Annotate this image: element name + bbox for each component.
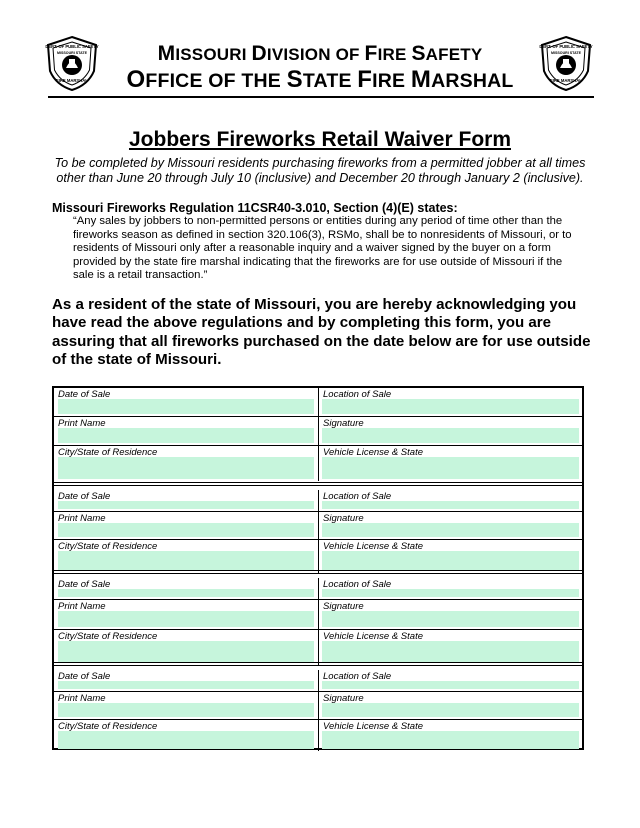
agency-name: MISSOURI DIVISION OF FIRE SAFETY [157,42,483,65]
form-field[interactable] [54,446,319,481]
entry-group [54,570,582,666]
regulation-heading: Missouri Fireworks Regulation 11CSR40-3.010, Section (4)(E) states: [52,201,458,215]
form-field[interactable] [319,720,582,751]
form-field[interactable] [319,600,582,629]
field-input-area[interactable] [58,428,314,443]
field-label: Vehicle License & State [323,721,423,732]
field-input-area[interactable] [322,703,579,717]
field-label: Vehicle License & State [323,447,423,458]
field-input-area[interactable] [322,681,579,689]
field-input-area[interactable] [58,611,314,627]
form-field[interactable] [319,630,582,665]
form-field[interactable] [319,490,582,511]
form-title: Jobbers Fireworks Retail Waiver Form [128,128,511,151]
field-label: City/State of Residence [58,721,158,732]
form-field[interactable] [319,512,582,539]
header-divider [48,96,594,98]
field-label: Signature [323,513,364,524]
form-field[interactable] [54,578,319,599]
seal-text-top: DEPT. OF PUBLIC SAFETY [45,44,99,49]
seal-text-middle: MISSOURI STATE [550,51,582,55]
waiver-form-table [52,386,584,750]
form-row [54,490,582,512]
form-row [54,512,582,540]
field-label: Location of Sale [323,491,392,502]
field-label: City/State of Residence [58,447,158,458]
field-label: Location of Sale [323,671,392,682]
form-row [54,600,582,630]
acknowledgement-text: As a resident of the state of Missouri, you are hereby acknowledging you have read the above regulations and by completing this form, you are assuring that all fireworks purchased on the date below are for use outside of the state of Missouri. [52,296,591,368]
field-label: Location of Sale [323,389,392,400]
field-input-area[interactable] [58,703,314,717]
field-label: Date of Sale [58,491,111,502]
field-label: Signature [323,693,364,704]
field-input-area[interactable] [58,731,314,749]
field-input-area[interactable] [58,641,314,663]
intro-text: To be completed by Missouri residents purchasing fireworks from a permitted jobber at all times other than June 20 through July 10 (inclusive) and December 20 through January 2 (inclusive). [54,156,586,185]
field-label: Print Name [58,513,106,524]
form-row [54,630,582,665]
field-input-area[interactable] [322,611,579,627]
field-input-area[interactable] [322,641,579,663]
form-row [54,692,582,720]
field-label: Date of Sale [58,579,111,590]
form-field[interactable] [54,720,319,751]
field-label: Signature [323,601,364,612]
field-input-area[interactable] [322,589,579,597]
regulation-quote: “Any sales by jobbers to non-permitted persons or entities during any period of time other than the fireworks season as defined in section 320.106(3), RSMo, shall be to nonresidents of Missouri, or to residents of Missouri only after a reasonable inquiry and a waiver signed by the buyer on a form provided by the state fire marshal indicating that the fireworks are for use outside of Missouri if the sale is a retail transaction.” [73,215,572,282]
form-field[interactable] [54,630,319,665]
form-field[interactable] [319,540,582,573]
field-input-area[interactable] [322,523,579,537]
seal-text-bottom: FIRE MARSHAL [550,78,582,83]
field-input-area[interactable] [58,523,314,537]
field-input-area[interactable] [58,589,314,597]
form-field[interactable] [54,512,319,539]
field-input-area[interactable] [322,501,579,509]
form-field[interactable] [54,670,319,691]
entry-group [54,482,582,574]
entry-group [54,388,582,482]
field-label: Vehicle License & State [323,541,423,552]
form-row [54,540,582,573]
field-label: Date of Sale [58,671,111,682]
field-input-area[interactable] [58,457,314,479]
form-row [54,446,582,481]
form-field[interactable] [319,692,582,719]
form-field[interactable] [54,692,319,719]
field-input-area[interactable] [322,399,579,414]
field-input-area[interactable] [322,731,579,749]
seal-text-middle: MISSOURI STATE [56,51,88,55]
field-label: Print Name [58,601,106,612]
form-field[interactable] [319,670,582,691]
field-label: Vehicle License & State [323,631,423,642]
field-input-area[interactable] [58,501,314,509]
form-field[interactable] [319,578,582,599]
form-row [54,670,582,692]
field-label: City/State of Residence [58,631,158,642]
field-label: Signature [323,418,364,429]
field-label: Date of Sale [58,389,111,400]
field-label: City/State of Residence [58,541,158,552]
form-row [54,720,582,751]
form-field[interactable] [54,417,319,445]
seal-text-bottom: FIRE MARSHAL [56,78,88,83]
seal-text-top: DEPT. OF PUBLIC SAFETY [539,44,593,49]
field-input-area[interactable] [58,399,314,414]
form-field[interactable] [54,540,319,573]
form-row [54,388,582,417]
field-input-area[interactable] [322,428,579,443]
field-input-area[interactable] [58,551,314,571]
form-field[interactable] [319,417,582,445]
form-field[interactable] [54,490,319,511]
field-label: Location of Sale [323,579,392,590]
field-input-area[interactable] [322,457,579,479]
field-label: Print Name [58,418,106,429]
entry-group [54,662,582,752]
field-input-area[interactable] [322,551,579,571]
form-field[interactable] [54,388,319,416]
office-name: OFFICE OF THE STATE FIRE MARSHAL [126,66,514,93]
form-field[interactable] [54,600,319,629]
form-field[interactable] [319,446,582,481]
form-row [54,578,582,600]
form-row [54,417,582,446]
form-field[interactable] [319,388,582,416]
field-input-area[interactable] [58,681,314,689]
field-label: Print Name [58,693,106,704]
